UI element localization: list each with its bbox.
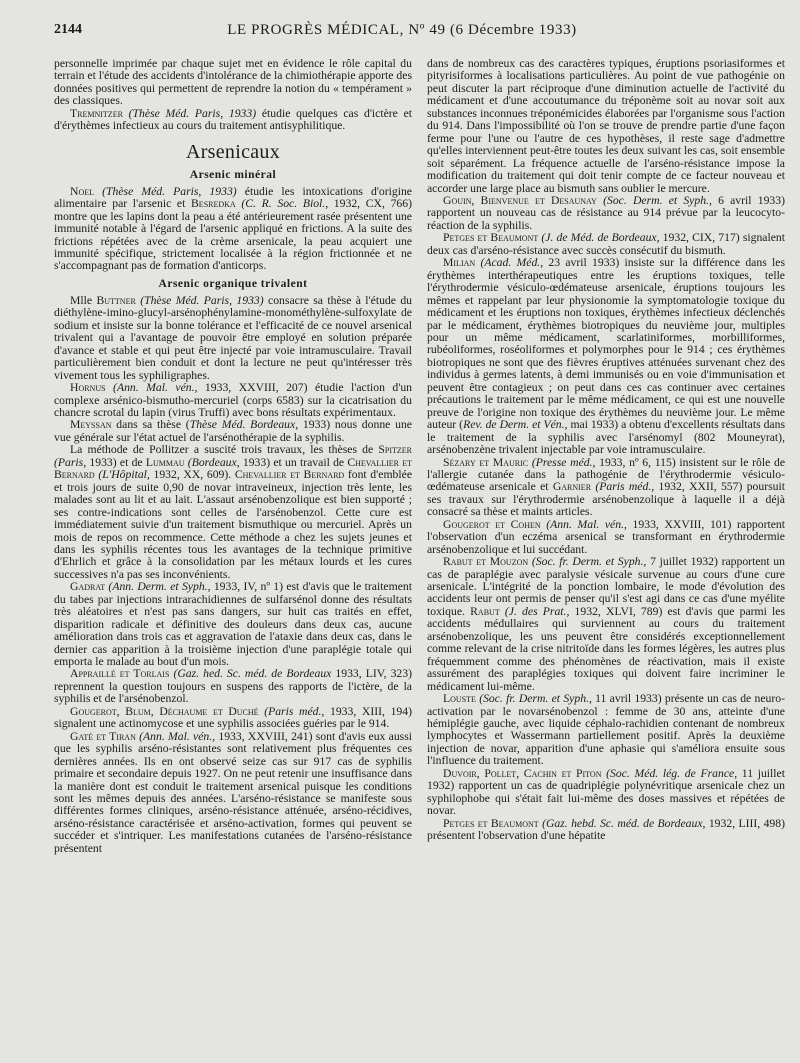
reference: Thèse Méd. Bordeaux, xyxy=(189,418,299,432)
author-name: Chevallier et Bernard xyxy=(234,468,345,482)
reference: (Paris méd., xyxy=(595,480,655,494)
reference: (Bordeaux, xyxy=(187,455,240,469)
author-name: Besredka xyxy=(191,197,236,211)
author-name: Noel xyxy=(70,184,94,198)
subsection-title: Arsenic organique trivalent xyxy=(158,277,308,290)
reference: (Gaz. hebd. Sc. méd. de Bordeaux, xyxy=(542,816,706,830)
author-name: Sézary et Mauric xyxy=(443,455,529,469)
reference: (Gaz. hed. Sc. méd. de Bordeaux xyxy=(173,667,332,681)
reference: (Soc. Derm. et Syph., xyxy=(603,193,712,207)
reference: (Ann. Derm. et Syph., xyxy=(108,580,211,594)
left-column xyxy=(54,58,412,855)
paragraph: Gouin, Bienvenue et Desaunay (Soc. Derm. et Syph., 6 avril 1933) rapportent un nouveau cas de résistance au 914 prévue par la leucocyto-réaction de la syphilis. xyxy=(427,193,786,232)
paragraph: Noel (Thèse Méd. Paris, 1933) étudie les intoxications d'origine alimentaire par l'arsenic et Besredka (C. R. Soc. Biol., 1932, CX, 766) montre que les lapins dont la peau a été antérieurement rasée présentent une immunité notable à l'égard de l'arsenic appliqué en frictions. A la suite des frictions répétées avec de la crème arsenicale, la peau acquiert une immunité spécifique, strictement localisée à la région frictionnée et ne s'accompagnant pas de formation d'anticorps. xyxy=(54,184,412,273)
author-name: Lummau xyxy=(145,455,185,469)
right-column xyxy=(427,58,785,843)
subsection-title: Arsenic minéral xyxy=(189,168,277,181)
reference: (Paris méd., xyxy=(264,704,325,718)
author-name: Gadrat xyxy=(70,580,106,594)
author-name: Meyssan xyxy=(70,418,112,432)
paragraph: Tremnitzer (Thèse Méd. Paris, 1933) étudie quelques cas d'ictère et d'érythèmes infectieux au cours du traitement antisyphilitique. xyxy=(54,106,413,133)
author-name: Rabut et Mouzon xyxy=(443,555,529,569)
paragraph: Mlle Buttner (Thèse Méd. Paris, 1933) consacre sa thèse à l'étude du diéthylène-imino-glucyl-arsénophénylamine-monométhylène-sulfoxylate de sodium et insiste sur la bonne tolérance et l'efficacité de ce nouvel arsenical trivalent qui a l'avantage de pouvoir être employé en solution préparée d'avance et stable et qui peut être injecté par voie intramusculaire. Travail particulièrement bien conduit et dont la lecture ne peut qu'intéresser très vivement tous les syphiligraphes. xyxy=(54,293,413,382)
reference: (Ann. Mal. vén., xyxy=(113,381,198,395)
paragraph: La méthode de Pollitzer a suscité trois travaux, les thèses de Spitzer (Paris, 1933) et de Lummau (Bordeaux, 1933) et un travail de Chevallier et Bernard (L'Hôpital, 1932, XX, 609). Chevallier et Bernard font d'emblée et trois jours de suite 0,90 de novar intraveineux, injection très lente, les malades sont au lit et au lait. L'assaut arsénobenzolique est bien supporté ; ses contre-indications sont celles de l'arsénobenzol. Cette cure est immédiatement suivie d'un traitement bismuthique ou mercuriel. Après un mois de repos on recommence. Cette méthode a chez les sujets jeunes et dans les syphilis récentes tous les avantages de la technique primitive d'Ehrlich et grâce à la consolidation par les métaux lourds et les cures successives n'a pas ses inconvénients. xyxy=(54,443,413,581)
paragraph: Appraillé et Torlais (Gaz. hed. Sc. méd. de Bordeaux 1933, LIV, 323) reprennent la question toujours en suspens des rapports de l'ictère, de la syphilis et de l'arsénobenzol. xyxy=(54,667,413,706)
author-name: Appraillé et Torlais xyxy=(70,667,170,681)
paragraph: Petges et Beaumont (J. de Méd. de Bordeaux, 1932, CIX, 717) signalent deux cas d'arséno-résistance avec succès consécutif du bismuth. xyxy=(427,231,786,257)
reference: (Paris, xyxy=(54,455,87,469)
author-name: Rabut xyxy=(470,604,500,618)
reference: (L'Hôpital, xyxy=(98,468,150,482)
reference: (Ann. Mal. vén., xyxy=(546,517,627,531)
paragraph: Duvoir, Pollet, Cachin et Piton (Soc. Méd. lég. de France, 11 juillet 1932) rapportent un cas de quadriplégie polynévritique arsenicale chez un syphilophobe qui s'était fait lui-même des doses massives et répétées de novar. xyxy=(427,766,785,818)
paragraph: Petges et Beaumont (Gaz. hebd. Sc. méd. de Bordeaux, 1932, LIII, 498) présentent l'observation d'une hépatite xyxy=(427,816,786,843)
reference: (Ann. Mal. vén., xyxy=(139,729,216,743)
paragraph: Gougerot et Cohen (Ann. Mal. vén., 1933, XXVIII, 101) rapportent l'observation d'un eczéma arsenical se transformant en érythrodermie arsénobenzolique et lui succédant. xyxy=(427,517,786,556)
page-number: 2144 xyxy=(54,22,82,37)
paragraph: personnelle imprimée par chaque sujet met en évidence le rôle capital du terrain et l'étude des accidents d'intolérance de la chimiothérapie apporte des données positives qui permettent de reprendre la notion du « tempérament » des classiques. xyxy=(54,57,412,108)
paragraph: Hornus (Ann. Mal. vén., 1933, XXVIII, 207) étudie l'action d'un complexe arsénico-bismutho-mercuriel (corps 6583) sur la cicatrisation du chancre scrotal du lapin (virus Truffi) avec bons résultats expérimentaux. xyxy=(54,381,413,419)
author-name: Petges et Beaumont xyxy=(443,816,539,830)
reference: (Presse méd., xyxy=(531,455,596,469)
reference: (Thèse Méd. Paris, 1933) xyxy=(102,184,237,198)
reference: (Soc. fr. Derm. et Syph., xyxy=(531,555,647,569)
author-name: Hornus xyxy=(70,381,106,395)
author-name: Gaté et Tiran xyxy=(70,729,136,743)
author-name: Spitzer xyxy=(378,443,412,457)
paragraph: Meyssan dans sa thèse (Thèse Méd. Bordeaux, 1933) nous donne une vue générale sur l'état actuel de l'arsénothérapie de la syphilis. xyxy=(54,418,412,444)
paragraph: Milian (Acad. Méd., 23 avril 1933) insiste sur la différence dans les érythèmes interthérapeutiques entre les éruptions toxiques, telle l'érythrodermie vésiculo-œdémateuse arsenicale, éruptions toujours les mêmes et rappelant par leur physionomie la symptomatologie toxique du médicament et les éruptions non toxiques, érythèmes infectieux déclenchés par le médicament, érythèmes biotropiques du neuvième jour, multiples pour un même médicament, scarlatiniformes, morbilliformes, rubéoliformes, roséoliformes et polymorphes pour le 914 ; ces érythèmes biotropiques ne sont que des fièvres éruptives atténuées survenant chez des individus à germes latents, à demi immunisés ou en voie d'immunisation et peuvent être contagieux ; on peut dans ces cas continuer avec certaines précautions le traitement par le même médicament, ce qui est une nouvelle preuve de l'origine non toxique des érythèmes du neuvième jour. Le même auteur (Rev. de Derm. et Vén., mai 1933) a obtenu d'excellents résultats dans le traitement de la syphilis avec l'arsénomyl (802 Mouneyrat), arsénobenzène trivalent injectable par voie intramusculaire. xyxy=(427,256,786,457)
reference: (Thèse Méd. Paris, 1933) xyxy=(128,106,257,120)
paragraph: Louste (Soc. fr. Derm. et Syph., 11 avril 1933) présente un cas de neuro-activation par le novarsénobenzol : femme de 30 ans, atteinte d'une hémiplégie gauche, avec liquide céphalo-rachidien contenant de nombreux lymphocytes et Wassermann partiellement positif. Après la deuxième injection de novar, apparition d'une aphasie qui s'améliora ensuite sous l'influence du traitement. xyxy=(427,692,785,768)
reference: (J. de Méd. de Bordeaux, xyxy=(541,231,660,245)
reference: (Thèse Méd. Paris, 1933) xyxy=(140,293,264,307)
paragraph: Gougerot, Blum, Déchaume et Duché (Paris méd., 1933, XIII, 194) signalent une actinomycose et une syphilis associées guéries par le 914. xyxy=(54,704,412,731)
author-name: Milian xyxy=(443,256,476,270)
author-name: Duvoir, Pollet, Cachin et Piton xyxy=(443,766,602,780)
reference: (C. R. Soc. Biol., xyxy=(241,197,329,211)
paragraph: dans de nombreux cas des caractères typiques, éruptions psoriasiformes et pityrisiformes à localisations particulières. Au point de vue pathogénie on peut discuter la part réciproque d'une diminution actuelle de l'activité du médicament et d'une accoutumance du tréponème soit au novar soit aux substances inconnues tréponémicides élaborées par l'organisme sous l'action du 914. Dans l'impossibilité où l'on se trouve de prendre partie d'une façon ferme pour l'une ou l'autre de ces hypothèses, il reste sage d'admettre qu'elles interviennent peut-être toutes les deux suivant les cas, soit ensemble soit séparément. La fréquence actuelle de l'arséno-résistance impose la modification du traitement qui doit tenir compte de ce facteur nouveau et accorder une large place au bismuth sans oublier le mercure. xyxy=(427,57,785,195)
author-name: Gougerot, Blum, Déchaume et Duché xyxy=(70,704,259,718)
author-name: Buttner xyxy=(96,293,136,307)
author-name: Petges et Beaumont xyxy=(443,231,539,245)
author-name: Chevallier et Bernard xyxy=(54,455,413,482)
reference: (Soc. Méd. lég. de France, xyxy=(606,766,738,780)
journal-title: LE PROGRÈS MÉDICAL, Nº 49 (6 Décembre 1933) xyxy=(227,22,577,38)
paragraph: Gadrat (Ann. Derm. et Syph., 1933, IV, nº 1) est d'avis que le traitement du tabes par injections intrarachidiennes de sulfarsénol donne des résultats très aléatoires et n'est pas sans dangers, sur huit cas traités en effet, disparition radicale et définitive des douleurs dans deux cas, aucune amélioration dans trois cas et aggravation de l'ataxie dans deux cas, dans le dernier cas apparition à la troisième injection d'une paraplégie totale qui emporta le malade au bout d'un mois. xyxy=(54,580,412,669)
reference: (Acad. Méd., xyxy=(480,256,544,270)
section-title: Arsenicaux xyxy=(185,140,281,163)
paragraph: Gaté et Tiran (Ann. Mal. vén., 1933, XXVIII, 241) sont d'avis eux aussi que les syphilis arséno-résistantes sont relativement plus fréquentes ces dernières années. Ils en ont observé seize cas sur 917 cas de syphilis primaire et secondaire depuis 1927. On ne peut retenir une insuffisance dans la manière dont est conduit le traitement arsenical puisque les conditions sont les mêmes depuis des années. L'arséno-résistance se manifeste sous différentes formes cliniques, arséno-résistance atténuée, arséno-récidives, arséno-résistance caractérisée et arséno-activation, formes qui peuvent se succéder et s'intriquer. Les manifestations cutanées de l'arséno-résistance présentent xyxy=(54,729,413,855)
page-header xyxy=(54,22,750,44)
author-name: Garnier xyxy=(552,480,592,494)
reference: (Soc. fr. Derm. et Syph., xyxy=(479,692,592,706)
reference: Rev. de Derm. et Vén., xyxy=(463,418,568,432)
author-name: Gougerot et Cohen xyxy=(443,517,541,531)
author-name: Tremnitzer xyxy=(70,106,123,120)
paragraph: Sézary et Mauric (Presse méd., 1933, nº 6, 115) insistent sur le rôle de l'allergie cutanée dans la pathogénie de l'érythrodermie vésiculo-œdémateuse arsenicale et Garnier (Paris méd., 1932, XXII, 557) poursuit ses travaux sur l'érythrodermie arsénobenzolique à laquelle il a déjà consacré sa thèse et maints articles. xyxy=(427,455,786,519)
author-name: Gouin, Bienvenue et Desaunay xyxy=(443,193,597,207)
reference: (J. des Prat., xyxy=(504,604,570,618)
author-name: Louste xyxy=(443,692,476,706)
paragraph: Rabut et Mouzon (Soc. fr. Derm. et Syph., 7 juillet 1932) rapportent un cas de paraplégie avec paralysie vésicale survenue au cours d'une cure arsenicale. L'intégrité de la ponction lombaire, le mode d'évolution des accidents leur ont permis de penser qu'il s'est agi dans ce cas d'une myélite toxique. Rabut (J. des Prat., 1932, XLVI, 789) est d'avis que parmi les accidents médullaires qui surviennent au cours du traitement arsénobenzolique, les uns peuvent être considérés exceptionnellement comme relevant de la crise nitritoïde dans les formes légères, les autres plus fréquemment comme des phénomènes de réactivation, mais il existe assurément des paraplégies toxiques qui doivent faire incriminer le médicament lui-même. xyxy=(427,555,785,693)
